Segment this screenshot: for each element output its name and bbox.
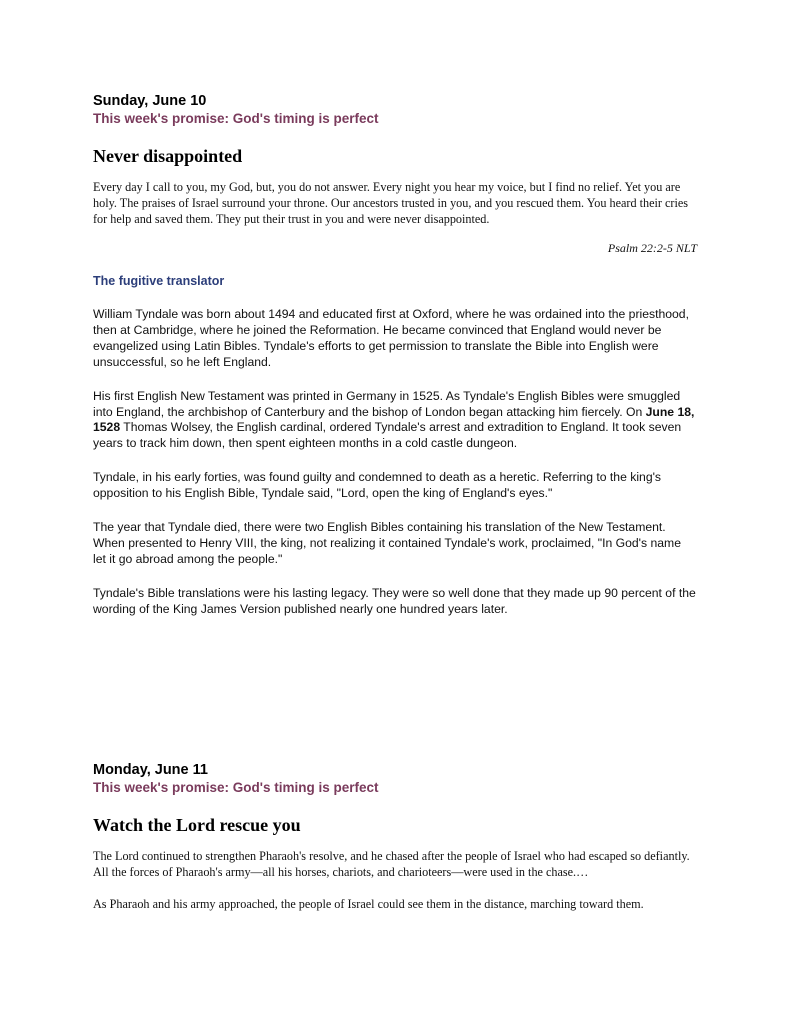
story-paragraph: The year that Tyndale died, there were two English Bibles containing his translation of the New Testament. When presented to Henry VIII, the king, not realizing it contained Tyndale's work, proclaimed, "In God's name let it go abroad among the people." <box>93 520 681 566</box>
highlighted-date: June 18, 1528 <box>93 404 695 435</box>
story-paragraph <box>93 389 697 453</box>
scripture-passage: As Pharaoh and his army approached, the people of Israel could see them in the distance, marching toward them. <box>93 897 644 911</box>
weekly-promise: This week's promise: God's timing is perfect <box>93 780 379 795</box>
scripture-reference: Psalm 22:2-5 NLT <box>607 241 697 255</box>
devotional-day-2 <box>93 761 697 912</box>
devotional-day-1 <box>93 92 697 618</box>
paragraph-text: Thomas Wolsey, the English cardinal, ordered Tyndale's arrest and extradition to England. It took seven years to track him down, then spent eighteen months in a cold castle dungeon. <box>93 420 682 451</box>
devotion-title: Watch the Lord rescue you <box>93 815 301 835</box>
story-paragraph: Tyndale, in his early forties, was found guilty and condemned to death as a heretic. Referring to the king's opposition to his English Bible, Tyndale said, "Lord, open the king of England's eyes." <box>93 470 662 501</box>
story-paragraph: William Tyndale was born about 1494 and educated first at Oxford, where he was ordained into the priesthood, then at Cambridge, where he joined the Reformation. He became convinced that England would never be evangelized using Latin Bibles. Tyndale's efforts to get permission to translate the Bible into English were unsuccessful, so he left England. <box>93 307 689 369</box>
scripture-passage: Every day I call to you, my God, but, you do not answer. Every night you hear my voice, but I find no relief. Yet you are holy. The praises of Israel surround your throne. Our ancestors trusted in you, and you rescued them. You heard their cries for help and saved them. They put their trust in you and were never disappointed. <box>93 180 689 226</box>
paragraph-text: His first English New Testament was printed in Germany in 1525. As Tyndale's English Bibles were smuggled into England, the archbishop of Canterbury and the bishop of London began attacking him fiercely. On <box>93 388 681 419</box>
day-heading: Monday, June 11 <box>93 762 208 778</box>
weekly-promise: This week's promise: God's timing is perfect <box>93 111 379 126</box>
devotion-title: Never disappointed <box>93 146 243 166</box>
scripture-passage: The Lord continued to strengthen Pharaoh's resolve, and he chased after the people of Israel who had escaped so defiantly. All the forces of Pharaoh's army—all his horses, chariots, and charioteers—were used in the chase.… <box>93 849 690 879</box>
day-heading: Sunday, June 10 <box>93 93 207 109</box>
story-paragraph: Tyndale's Bible translations were his lasting legacy. They were so well done that they made up 90 percent of the wording of the King James Version published nearly one hundred years later. <box>93 585 696 616</box>
story-title: The fugitive translator <box>93 274 225 288</box>
